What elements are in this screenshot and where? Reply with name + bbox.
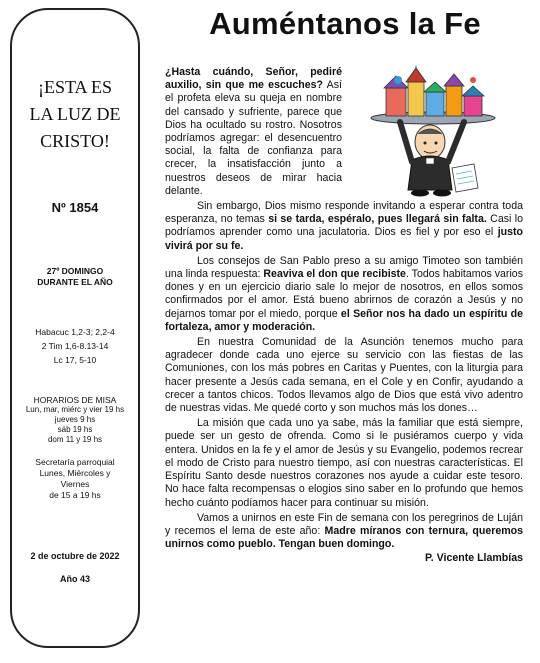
bulletin-number: Nº 1854 bbox=[51, 200, 99, 215]
readings-list: Habacuc 1,2-3; 2,2-4 2 Tim 1,6-8.13-14 Lc 17, 5-10 bbox=[35, 327, 115, 365]
bulletin-date: 2 de octubre de 2022 bbox=[30, 551, 120, 561]
page-title: Auméntanos la Fe bbox=[209, 6, 481, 41]
paragraph-5: La misión que cada uno ya sabe, más la familiar que está siempre, puede ser un gesto de ofrenda. Como si le pusiéramos cuerpo y vida entera. Unidos en la fe y el amor de Jesús y su Evangelio, podemos recrear el modo de Cristo para nuestro tiempo, así con nuestras características. El Espíritu Santo desde nuestros corazones nos ayude a cuidar este tesoro. No hace falta recompensas o elogios sino saber en lo profundo que hemos hecho cuánto podíamos hacer para continuar su misión. bbox=[165, 417, 523, 509]
paragraph-1: ¿Hasta cuándo, Señor, pediré auxilio, sin que me escuches? Así el profeta eleva su queja en nombre del cansado y sufriente, parece que Dios ha ocultado su rostro. Nosotros podríamos agregar: el desencuentro social, la falta de confianza para crecer, la insatisfacción junto a nuestros deseos de mirar hacia delante. bbox=[165, 66, 342, 197]
paragraph-6: Vamos a unirnos en este Fin de semana con los peregrinos de Luján y recemos el lema de este año: Madre míranos con ternura, queremos unirnos como pueblo. Tengan buen domingo. bbox=[165, 511, 524, 551]
paragraph-4: En nuestra Comunidad de la Asunción tenemos mucho para agradecer donde cada uno ejerce su servicio con las fiestas de las Comuniones, con los más pobres en Caritas y Puentes, con la liturgia para hacer presente a Jesús cada semana, en el Cole y en Confir, ayudando a crecer a tantos chicos. Todos llevamos algo de Dios que está vivo adentro de nuestras vidas. Me quedé corto y son muchos más los dones… bbox=[165, 336, 523, 415]
office-hours: Secretaría parroquial Lunes, Miércoles y Viernes de 15 a 19 hs bbox=[35, 457, 115, 500]
paragraph-2: Sin embargo, Dios mismo responde invitando a esperar contra toda esperanza, no temas si se tarda, espéralo, pues llegará sin falta. Casi lo podríamos aprender como una jaculatoria. Dios es fiel y por eso el justo vivirá por su fe. bbox=[165, 200, 523, 252]
bulletin-year: Año 43 bbox=[59, 574, 90, 584]
article-body bbox=[165, 66, 523, 566]
sidebar-panel bbox=[10, 8, 140, 648]
signature: P. Vicente Llambías bbox=[425, 552, 523, 565]
paragraph-3: Los consejos de San Pablo preso a su amigo Timoteo son también una linda respuesta: Reaviva el don que recibiste. Todos habitamos varios dones y en un ejercicio diario sale lo mejor de nosotros, en ellos somos confirmados por el amor. Está bueno abrirnos de corazón a Jesús y no dejarnos tomar por el miedo, porque el Señor nos ha dado un espíritu de fortaleza, amor y moderación. bbox=[165, 254, 524, 333]
liturgical-sunday: 27º DOMINGO DURANTE EL AÑO bbox=[37, 266, 113, 287]
sidebar-motto: ¡ESTA ES LA LUZ DE CRISTO! bbox=[29, 77, 121, 151]
mass-schedule: HORARIOS DE MISA Lun, mar, miérc y vier 19 hs jueves 9 hs sáb 19 hs dom 11 y 19 hs bbox=[25, 395, 125, 444]
cartoon-illustration bbox=[348, 66, 523, 198]
